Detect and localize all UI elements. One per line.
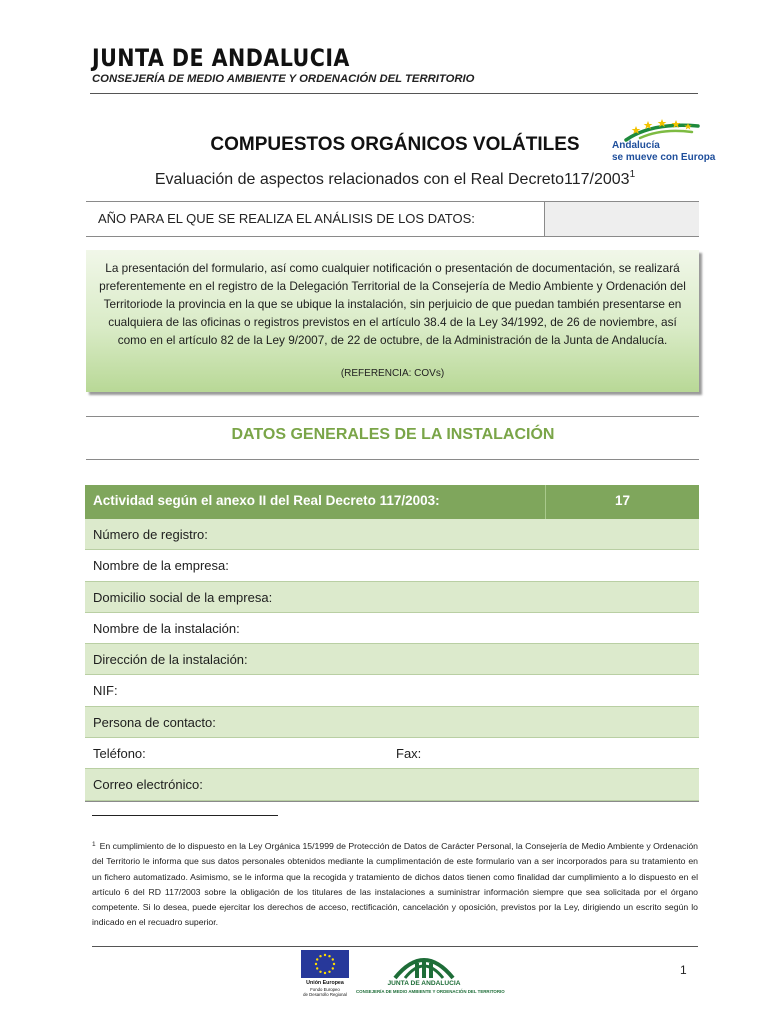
phone-fax-field[interactable] bbox=[85, 738, 699, 769]
nif-field[interactable] bbox=[85, 675, 699, 706]
field-label: Correo electrónico: bbox=[93, 777, 203, 793]
eu-star-icon bbox=[332, 958, 334, 960]
installation-data-form bbox=[85, 485, 699, 802]
activity-header-row bbox=[85, 485, 699, 519]
eu-star-icon bbox=[328, 971, 330, 973]
department-name: CONSEJERÍA DE MEDIO AMBIENTE Y ORDENACIÓN DEL TERRITORIO bbox=[92, 73, 475, 85]
junta-footer-department: CONSEJERÍA DE MEDIO AMBIENTE Y ORDENACIÓN DEL TERRITORIO bbox=[356, 989, 505, 994]
footnote bbox=[92, 837, 698, 931]
company-name-field[interactable] bbox=[85, 550, 699, 581]
eu-stars-icon bbox=[301, 950, 349, 978]
junta-footer-logo bbox=[356, 948, 505, 1000]
installation-name-field[interactable] bbox=[85, 613, 699, 644]
logo-text-andalucia: Andalucía bbox=[612, 140, 660, 151]
eu-star-icon bbox=[316, 967, 318, 969]
field-label: Dirección de la instalación: bbox=[93, 652, 248, 668]
eu-fund-line2: de Desarrollo Regional bbox=[303, 992, 347, 997]
eu-star-icon bbox=[319, 955, 321, 957]
footnote-marker: 1 bbox=[92, 841, 96, 848]
registration-number-field[interactable] bbox=[85, 519, 699, 550]
org-name: JUNTA DE ANDALUCIA bbox=[92, 44, 350, 72]
document-title: COMPUESTOS ORGÁNICOS VOLÁTILES bbox=[210, 134, 580, 155]
eu-logo bbox=[297, 950, 353, 1000]
logo-text-slogan: se mueve con Europa bbox=[612, 152, 716, 163]
activity-label: Actividad según el anexo II del Real Decreto 117/2003: bbox=[93, 493, 440, 508]
notice-text: La presentación del formulario, así como cualquier notificación o presentación de documentación, se realizará preferentemente en el registro de la Delegación Territorial de la Consejería de Medio Ambiente y Ordenación del Territoriode la provincia en la que se ubique la instalación, sin perjuicio de que puedan también presentarse en cualquiera de las oficinas o registros previstos en el artículo 38.4 de la Ley 34/1992, de 26 de noviembre, así como en el artículo 82 de la Ley 9/2007, de 22 de octubre, de la Administración de la Junta de Andalucía. bbox=[99, 261, 686, 348]
footnote-text: En cumplimiento de lo dispuesto en la Ley Orgánica 15/1999 de Protección de Datos de Carácter Personal, la Consejería de Medio Ambiente y Ordenación del Territorio le informa que sus datos personales obtenidos mediante la cumplimentación de este formulario van a ser incorporados para su tratamiento en un fichero automatizado. Asimismo, se le informa que la recogida y tratamiento de dichos datos tienen como finalidad dar cumplimiento a lo dispuesto en el artículo 6 del RD 117/2003 sobre la obligación de los titulares de las instalaciones a suministrar información siempre que sea solicitada por el órgano competente. Si lo desea, puede ejercitar los derechos de acceso, rectificación, cancelación y oposición, previstos por la Ley, dirigiendo un escrito según lo indicado en el recuadro superior. bbox=[92, 841, 698, 928]
eu-fund-line1: Fondo Europeo bbox=[310, 987, 340, 992]
eu-star-icon bbox=[315, 963, 317, 965]
subtitle-text: Evaluación de aspectos relacionados con el Real Decreto117/2003 bbox=[154, 171, 630, 188]
year-field-row bbox=[86, 201, 699, 237]
eu-star-icon bbox=[332, 967, 334, 969]
junta-footer-name: JUNTA DE ANDALUCIA bbox=[387, 980, 461, 987]
year-input[interactable] bbox=[544, 202, 699, 236]
eu-star-icon bbox=[324, 954, 326, 956]
form-bottom-rule bbox=[85, 801, 699, 802]
section-rule-top bbox=[86, 416, 699, 417]
document-subtitle bbox=[0, 169, 770, 189]
fax-label: Fax: bbox=[396, 746, 422, 762]
notice-reference: (REFERENCIA: COVs) bbox=[340, 368, 445, 379]
eu-flag-icon bbox=[301, 950, 349, 978]
eu-name: Unión Europea bbox=[306, 980, 344, 986]
section-heading: DATOS GENERALES DE LA INSTALACIÓN bbox=[231, 426, 555, 443]
page-number: 1 bbox=[680, 963, 687, 977]
footnote-ref: 1 bbox=[629, 169, 636, 180]
section-rule-bottom bbox=[86, 459, 699, 460]
year-field-label: AÑO PARA EL QUE SE REALIZA EL ANÁLISIS DE LOS DATOS: bbox=[98, 211, 475, 226]
submission-notice bbox=[86, 250, 699, 392]
field-label: Número de registro: bbox=[93, 527, 208, 542]
contact-person-field[interactable] bbox=[85, 707, 699, 738]
field-label: Nombre de la instalación: bbox=[93, 620, 240, 636]
header-rule bbox=[90, 93, 698, 94]
field-label: Nombre de la empresa: bbox=[93, 558, 229, 574]
eu-star-icon bbox=[316, 958, 318, 960]
footnote-rule bbox=[92, 815, 278, 816]
company-address-field[interactable] bbox=[85, 582, 699, 613]
field-label: NIF: bbox=[93, 683, 118, 699]
activity-value[interactable]: 17 bbox=[545, 485, 699, 519]
eu-star-icon bbox=[328, 955, 330, 957]
field-label: Domicilio social de la empresa: bbox=[93, 589, 273, 605]
footer-rule bbox=[92, 946, 698, 947]
eu-star-icon bbox=[319, 971, 321, 973]
installation-address-field[interactable] bbox=[85, 644, 699, 675]
eu-fund-name bbox=[297, 987, 353, 997]
eu-star-icon bbox=[333, 963, 335, 965]
junta-emblem-icon bbox=[391, 948, 457, 980]
phone-label: Teléfono: bbox=[93, 746, 146, 762]
email-field[interactable] bbox=[85, 769, 699, 800]
field-label: Persona de contacto: bbox=[93, 714, 216, 730]
eu-star-icon bbox=[324, 972, 326, 974]
